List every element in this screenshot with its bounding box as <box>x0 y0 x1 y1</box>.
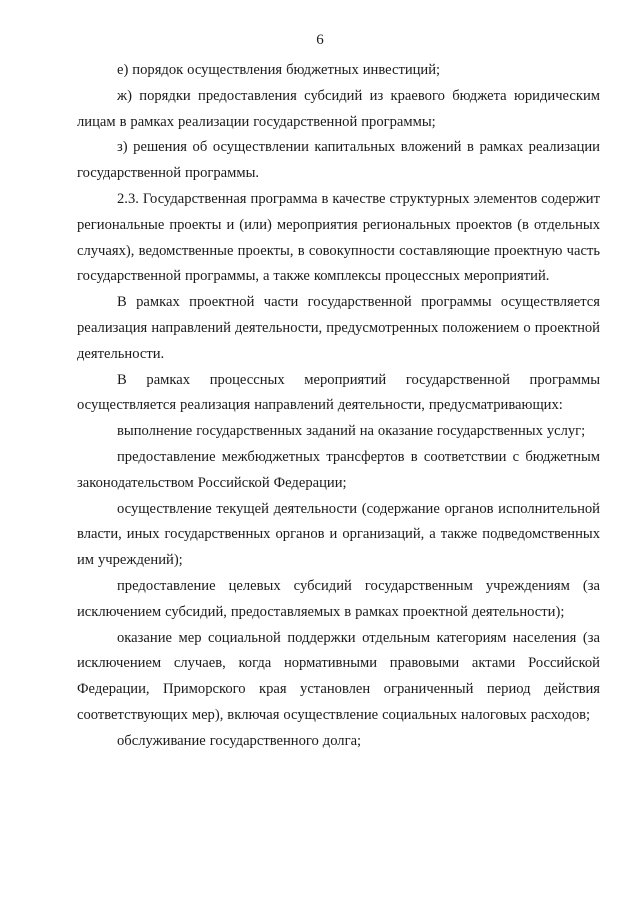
page-number: 6 <box>316 32 324 48</box>
paragraph-interbudget-transfers: предоставление межбюджетных трансфертов в соответствии с бюджетным законодательством Российской Федерации; <box>77 448 600 491</box>
document-body <box>77 58 600 755</box>
paragraph-debt-service: обслуживание государственного долга; <box>117 732 362 749</box>
paragraph-process-measures: В рамках процессных мероприятий государственной программы осуществляется реализация направлений деятельности, предусматривающих: <box>77 371 600 414</box>
paragraph-item-z: з) решения об осуществлении капитальных вложений в рамках реализации государственной программы. <box>77 139 600 182</box>
paragraph-section-2-3: 2.3. Государственная программа в качестве структурных элементов содержит региональные проекты и (или) мероприятия региональных проектов (в отдельных случаях), ведомственные проекты, в совокупности составляющие проектную часть государственной программы, а также комплексы процессных мероприятий. <box>77 190 600 285</box>
paragraph-item-zh: ж) порядки предоставления субсидий из краевого бюджета юридическим лицам в рамках реализации государственной программы; <box>77 87 600 130</box>
paragraph-state-assignments: выполнение государственных заданий на оказание государственных услуг; <box>117 423 586 440</box>
paragraph-social-support: оказание мер социальной поддержки отдельным категориям населения (за исключением случаев, когда нормативными правовыми актами Российской Федерации, Приморского края установлен ограниченный период действия соответствующих мер), включая осуществление социальных налоговых расходов; <box>77 629 600 723</box>
paragraph-target-subsidies: предоставление целевых субсидий государственным учреждениям (за исключением субсидий, предоставляемых в рамках проектной деятельности); <box>77 577 600 620</box>
paragraph-item-e: е) порядок осуществления бюджетных инвестиций; <box>117 62 441 78</box>
paragraph-project-part: В рамках проектной части государственной программы осуществляется реализация направлений деятельности, предусмотренных положением о проектной деятельности. <box>77 294 600 362</box>
paragraph-current-activity: осуществление текущей деятельности (содержание органов исполнительной власти, иных государственных органов и организаций, а также подведомственных им учреждений); <box>77 500 600 569</box>
